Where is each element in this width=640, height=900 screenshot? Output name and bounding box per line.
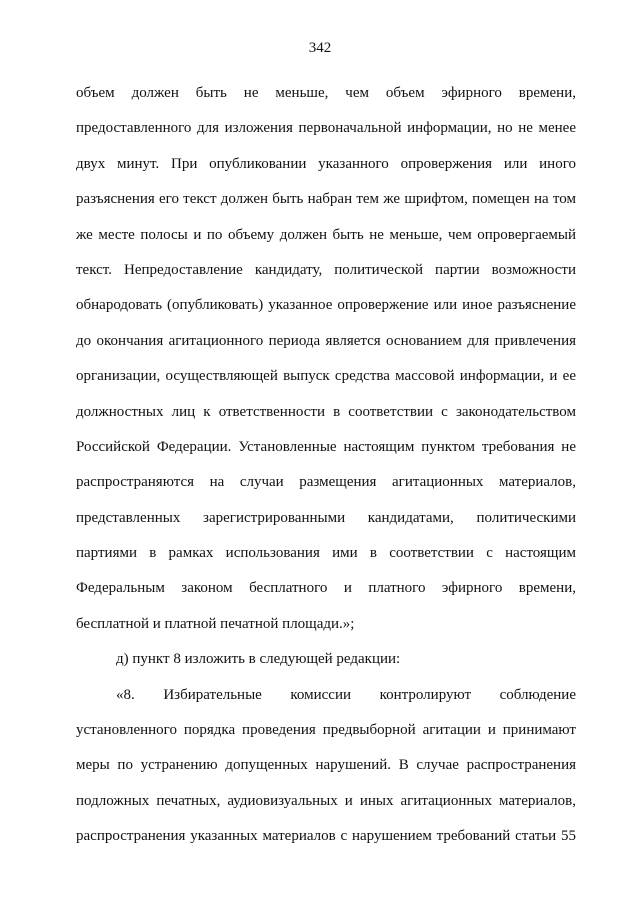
text-line: предоставленного для изложения первоначальной информации, но не менее [76,120,576,137]
text-line: подложных печатных, аудиовизуальных и иных агитационных материалов, [76,792,576,809]
text-line: должностных лиц к ответственности в соответствии с законодательством [76,403,576,420]
text-line: же месте полосы и по объему должен быть не меньше, чем опровергаемый [76,226,576,243]
text-line: двух минут. При опубликовании указанного опровержения или иного [76,155,576,172]
text-line: представленных зарегистрированными кандидатами, политическими [76,509,576,526]
text-line: организации, осуществляющей выпуск средства массовой информации, и ее [76,368,576,385]
text-line: разъяснения его текст должен быть набран тем же шрифтом, помещен на том [76,191,576,208]
body-text [76,76,576,855]
text-line: Федеральным законом бесплатного и платного эфирного времени, [76,580,576,597]
text-line: «8. Избирательные комиссии контролируют соблюдение [116,686,576,703]
paragraph-subitem-d [76,642,576,677]
text-line: обнародовать (опубликовать) указанное опровержение или иное разъяснение [76,297,576,314]
text-line: распространения указанных материалов с нарушением требований статьи 55 [76,828,576,845]
text-line: распространяются на случаи размещения агитационных материалов, [76,474,576,491]
text-line: Российской Федерации. Установленные настоящим пунктом требования не [76,438,576,455]
text-line: д) пункт 8 изложить в следующей редакции: [116,651,401,668]
text-line: установленного порядка проведения предвыборной агитации и принимают [76,722,576,739]
text-line: объем должен быть не меньше, чем объем эфирного времени, [76,85,576,101]
page-number: 342 [308,40,332,56]
text-line: до окончания агитационного периода является основанием для привлечения [76,332,576,349]
text-line: партиями в рамках использования ими в соответствии с настоящим [76,545,576,562]
text-line: меры по устранению допущенных нарушений. В случае распространения [76,757,576,774]
paragraph-continuation [76,76,576,642]
text-line: бесплатной и платной печатной площади.»; [76,615,355,632]
text-line: текст. Непредоставление кандидату, политической партии возможности [76,261,576,278]
paragraph-item-8 [76,678,576,855]
